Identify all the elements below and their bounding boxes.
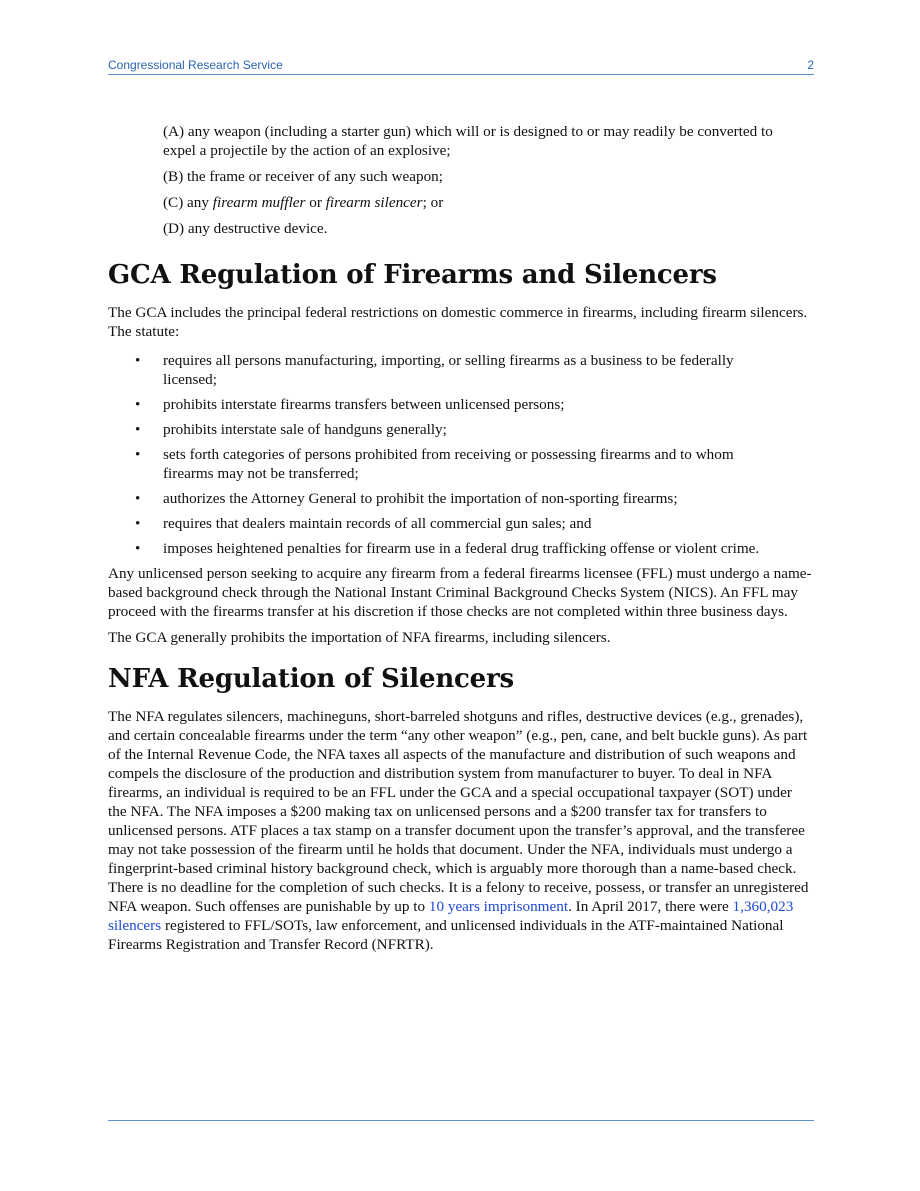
list-item-text: authorizes the Attorney General to prohibit the importation of non-sporting firearms; <box>163 490 678 507</box>
page-number: 2 <box>807 58 814 72</box>
list-item-text: sets forth categories of persons prohibited from receiving or possessing firearms and to whom firearms may not be transferred; <box>163 446 734 482</box>
bullet-icon: • <box>135 490 141 507</box>
bullet-icon: • <box>135 446 141 463</box>
section-heading-nfa: NFA Regulation of Silencers <box>108 664 514 694</box>
bullet-icon: • <box>135 540 141 557</box>
list-item-text: requires all persons manufacturing, importing, or selling firearms as a business to be federally licensed; <box>163 352 734 388</box>
list-item <box>108 445 763 483</box>
footer-divider <box>108 1120 814 1121</box>
nfa-text-part-1: The NFA regulates silencers, machineguns, short-barreled shotguns and rifles, destructive devices (e.g., grenades), and certain concealable firearms under the term “any other weapon” (e.g., pen, cane, and belt buckle guns). As part of the Internal Revenue Code, the NFA taxes all aspects of the manufacture and distribution of such weapons and compels the disclosure of the production and distribution system from manufacturer to buyer. To deal in NFA firearms, an individual is required to be an FFL under the GCA and a special occupational taxpayer (SOT) under the NFA. The NFA imposes a $200 making tax on unlicensed persons and a $200 transfer tax for transfers to unlicensed persons. ATF places a tax stamp on a transfer document upon the transfer’s approval, and the transferee may not take possession of the firearm until he holds that document. Under the NFA, individuals must undergo a fingerprint-based criminal history background check, which is arguably more thorough than a name-based check. There is no deadline for the completion of such checks. It is a felony to receive, possess, or transfer an unregistered NFA weapon. Such offenses are punishable by up to <box>108 708 809 915</box>
quote-c-term-silencer: firearm silencer <box>325 194 423 211</box>
list-item-text: prohibits interstate sale of handguns generally; <box>163 421 447 438</box>
list-item <box>108 539 763 558</box>
list-item-text: prohibits interstate firearms transfers between unlicensed persons; <box>163 396 565 413</box>
nfa-text-part-3: registered to FFL/SOTs, law enforcement, and unlicensed individuals in the ATF-maintained National Firearms Registration and Transfer Record (NFRTR). <box>108 917 784 953</box>
gca-background-check-paragraph: Any unlicensed person seeking to acquire any firearm from a federal firearms licensee (FFL) must undergo a name-based background check through the National Instant Criminal Background Checks System (NICS). An FFL may proceed with the firearms transfer at his discretion if those checks are not completed within three business days. <box>108 565 812 620</box>
header-divider <box>108 74 814 75</box>
link-imprisonment[interactable]: 10 years imprisonment <box>428 898 569 915</box>
statute-quote <box>163 122 783 238</box>
list-item <box>108 351 763 389</box>
quote-item-d: (D) any destructive device. <box>163 220 328 237</box>
quote-item-b: (B) the frame or receiver of any such weapon; <box>163 168 443 185</box>
header-org-name: Congressional Research Service <box>108 58 283 72</box>
quote-c-suffix: ; or <box>422 194 444 211</box>
page-body <box>108 122 814 961</box>
quote-item-a: (A) any weapon (including a starter gun) which will or is designed to or may readily be converted to expel a projectile by the action of an explosive; <box>163 123 773 159</box>
nfa-text-part-2: . In April 2017, there were <box>568 898 733 915</box>
quote-item-c <box>163 193 783 212</box>
gca-intro: The GCA includes the principal federal restrictions on domestic commerce in firearms, including firearm silencers. The statute: <box>108 304 808 340</box>
list-item-text: requires that dealers maintain records of all commercial gun sales; and <box>163 515 592 532</box>
nfa-paragraph <box>108 707 814 954</box>
list-item <box>108 420 763 439</box>
quote-c-mid: or <box>305 194 326 211</box>
bullet-icon: • <box>135 396 141 413</box>
bullet-icon: • <box>135 421 141 438</box>
bullet-icon: • <box>135 352 141 369</box>
section-heading-gca: GCA Regulation of Firearms and Silencers <box>108 260 717 290</box>
link-silencers-count[interactable]: 1,360,023 silencers <box>108 898 794 934</box>
quote-c-prefix: (C) any <box>163 194 213 211</box>
gca-bullet-list <box>108 351 814 558</box>
list-item <box>108 514 763 533</box>
page-header <box>108 58 814 74</box>
bullet-icon: • <box>135 515 141 532</box>
list-item <box>108 395 763 414</box>
list-item-text: imposes heightened penalties for firearm use in a federal drug trafficking offense or violent crime. <box>163 540 760 557</box>
quote-c-term-muffler: firearm muffler <box>212 194 306 211</box>
gca-import-paragraph: The GCA generally prohibits the importation of NFA firearms, including silencers. <box>108 629 611 646</box>
list-item <box>108 489 763 508</box>
